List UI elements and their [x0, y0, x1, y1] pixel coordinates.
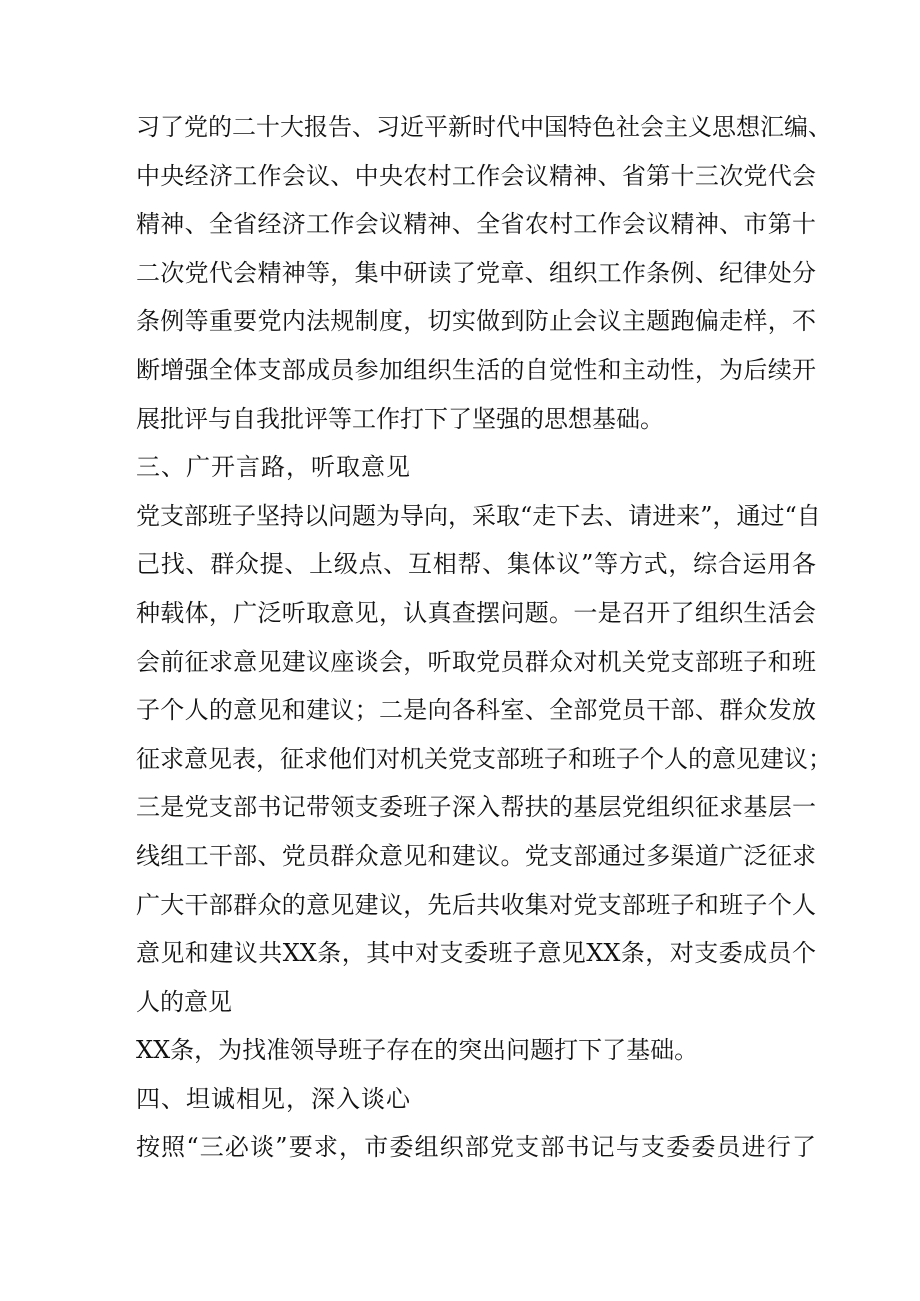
document-body	[136, 103, 832, 1172]
paragraph-line-last: XX条，为找准领导班子存在的突出问题打下了基础。	[136, 1036, 699, 1065]
paragraph-line: 二次党代会精神等，集中研读了党章、组织工作条例、纪律处分	[136, 258, 816, 287]
paragraph-line: 中央经济工作会议、中央农村工作会议精神、省第十三次党代会	[136, 161, 816, 190]
paragraph-line: 意见和建议共XX条，其中对支委班子意见XX条，对支委成员个	[136, 939, 816, 968]
paragraph-line: 征求意见表，征求他们对机关党支部班子和班子个人的意见建议；	[136, 744, 832, 773]
paragraph-line: 子个人的意见和建议；二是向各科室、全部党员干部、群众发放	[136, 696, 816, 725]
paragraph-line: 己找、群众提、上级点、互相帮、集体议”等方式，综合运用各	[136, 550, 816, 579]
paragraph-line-last: 展批评与自我批评等工作打下了坚强的思想基础。	[136, 404, 664, 433]
paragraph-line: 种载体，广泛听取意见，认真查摆问题。一是召开了组织生活会	[136, 598, 816, 627]
paragraph-line: 断增强全体支部成员参加组织生活的自觉性和主动性，为后续开	[136, 355, 816, 384]
paragraph-line: 条例等重要党内法规制度，切实做到防止会议主题跑偏走样，不	[136, 307, 816, 336]
paragraph-line: 按照“三必谈”要求，市委组织部党支部书记与支委委员进行了	[136, 1133, 816, 1162]
paragraph-line: 三是党支部书记带领支委班子深入帮扶的基层党组织征求基层一	[136, 793, 816, 822]
paragraph-line: 广大干部群众的意见建议，先后共收集对党支部班子和班子个人	[136, 890, 816, 919]
paragraph-line: 习了党的二十大报告、习近平新时代中国特色社会主义思想汇编、	[136, 113, 832, 141]
section-heading-4: 四、坦诚相见，深入谈心	[136, 1084, 411, 1113]
paragraph-line: 线组工干部、党员群众意见和建议。党支部通过多渠道广泛征求	[136, 841, 816, 870]
paragraph-line: 会前征求意见建议座谈会，听取党员群众对机关党支部班子和班	[136, 647, 816, 676]
paragraph-line: 党支部班子坚持以问题为导向，采取“走下去、请进来”，通过“自	[136, 501, 821, 530]
paragraph-line-last: 人的意见	[136, 987, 232, 1016]
section-heading-3: 三、广开言路，听取意见	[136, 453, 411, 482]
paragraph-line: 精神、全省经济工作会议精神、全省农村工作会议精神、市第十	[136, 210, 816, 239]
